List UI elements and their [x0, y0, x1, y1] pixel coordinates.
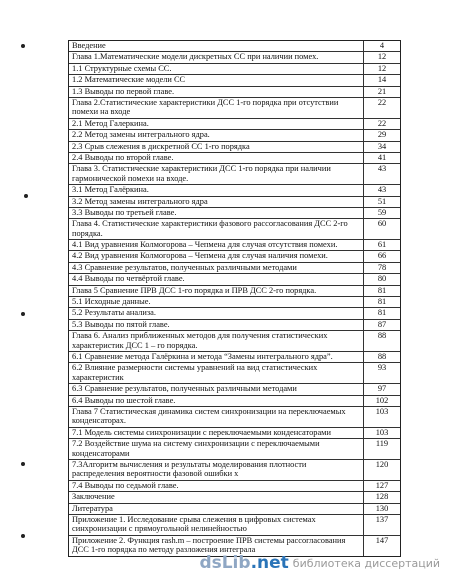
toc-entry-title: 1.1 Структурные схемы СС.: [69, 64, 364, 74]
toc-entry-page: 127: [375, 480, 389, 490]
toc-row: [69, 384, 400, 395]
toc-entry-page: 66: [377, 251, 387, 261]
toc-entry-page: 97: [377, 384, 387, 394]
toc-entry-page: 22: [377, 97, 387, 107]
toc-row: [69, 492, 400, 503]
toc-row: [69, 87, 400, 98]
toc-entry-title: 7.1 Модель системы синхронизации с переключаемыми конденсаторами: [69, 428, 364, 438]
toc-row: [69, 363, 400, 384]
table-of-contents: [68, 40, 401, 557]
toc-entry-title: Глава 1.Математические модели дискретных СС при наличии помех.: [69, 52, 364, 62]
toc-row: [69, 75, 400, 86]
toc-entry-title: Глава 7 Статистическая динамика систем синхронизации на переключаемых конденсаторах.: [69, 407, 364, 427]
toc-entry-title: 4.2 Вид уравнения Колмогорова – Чепмена для случая наличия помехи.: [69, 251, 364, 261]
toc-entry-page: 80: [377, 274, 387, 284]
toc-entry-page: 12: [377, 52, 387, 62]
toc-entry-page: 43: [377, 164, 387, 174]
toc-row: [69, 439, 400, 460]
toc-row: [69, 41, 400, 52]
toc-entry-page: 43: [377, 185, 387, 195]
toc-row: [69, 197, 400, 208]
toc-entry-title: 6.3 Сравнение результатов, полученных различными методами: [69, 384, 364, 394]
toc-entry-page: 119: [375, 439, 389, 449]
toc-entry-page: 34: [377, 141, 387, 151]
toc-entry-page: 12: [377, 63, 387, 73]
toc-row: [69, 142, 400, 153]
toc-entry-page: 93: [377, 363, 387, 373]
watermark-logo: dsLib.net: [199, 553, 289, 573]
toc-entry-title: Заключение: [69, 492, 364, 502]
toc-row: [69, 396, 400, 407]
margin-dot: [21, 44, 25, 48]
toc-entry-title: 2.1 Метод Галеркина.: [69, 119, 364, 129]
toc-entry-page: 59: [377, 207, 387, 217]
toc-entry-title: 2.4 Выводы по второй главе.: [69, 153, 364, 163]
toc-entry-page: 22: [377, 118, 387, 128]
toc-entry-title: 5.2 Результаты анализа.: [69, 308, 364, 318]
toc-entry-title: Глава 4. Статистические характеристики фазового рассогласования ДСС 2-го порядка.: [69, 219, 364, 239]
toc-entry-title: 1.3 Выводы по первой главе.: [69, 87, 364, 97]
toc-entry-page: 81: [377, 285, 387, 295]
toc-row: [69, 407, 400, 428]
toc-entry-title: Глава 5 Сравнение ПРВ ДСС 1-го порядка и ПРВ ДСС 2-го порядка.: [69, 286, 364, 296]
toc-entry-page: 21: [377, 86, 387, 96]
toc-row: [69, 504, 400, 515]
toc-entry-title: Глава 6. Анализ приближенных методов для получения статистических характеристик ДСС 1 – го порядка.: [69, 331, 364, 351]
toc-entry-page: 51: [377, 196, 387, 206]
toc-row: [69, 331, 400, 352]
toc-entry-page: 81: [377, 297, 387, 307]
toc-row: [69, 98, 400, 119]
toc-entry-page: 78: [377, 262, 387, 272]
margin-dot: [21, 462, 25, 466]
toc-entry-page: 102: [375, 395, 389, 405]
toc-entry-title: 3.2 Метод замены интегрального ядра: [69, 197, 364, 207]
toc-entry-page: 103: [375, 406, 389, 416]
toc-entry-title: 7.4 Выводы по седьмой главе.: [69, 481, 364, 491]
watermark-subtitle: библиотека диссертаций: [292, 556, 440, 570]
toc-entry-title: 7.2 Воздействие шума на систему синхронизации с переключаемыми конденсаторами: [69, 439, 364, 459]
toc-row: [69, 428, 400, 439]
toc-row: [69, 515, 400, 536]
toc-entry-page: 137: [375, 514, 389, 524]
toc-row: [69, 185, 400, 196]
toc-entry-page: 120: [375, 459, 389, 469]
toc-row: [69, 64, 400, 75]
toc-entry-page: 103: [375, 427, 389, 437]
toc-entry-page: 88: [377, 352, 387, 361]
toc-row: [69, 219, 400, 240]
toc-entry-title: 6.4 Выводы по шестой главе.: [69, 396, 364, 406]
toc-entry-title: Глава 3. Статистические характеристики ДСС 1-го порядка при наличии гармонической помехи на входе.: [69, 164, 364, 184]
toc-row: [69, 297, 400, 308]
toc-entry-page: 130: [375, 503, 389, 513]
toc-entry-title: 5.1 Исходные данные.: [69, 297, 364, 307]
toc-row: [69, 320, 400, 331]
toc-entry-title: 7.3Алгоритм вычисления и результаты моделирования плотности распределения вероятности фазовой ошибки x: [69, 460, 364, 480]
toc-entry-page: 81: [377, 308, 387, 318]
margin-dot: [21, 312, 25, 316]
toc-entry-page: 29: [377, 130, 387, 140]
toc-row: [69, 153, 400, 164]
toc-row: [69, 274, 400, 285]
toc-entry-title: 3.3 Выводы по третьей главе.: [69, 208, 364, 218]
toc-row: [69, 352, 400, 363]
toc-entry-page: 88: [377, 331, 387, 341]
toc-entry-title: 4.1 Вид уравнения Колмогорова – Чепмена для случая отсутствия помехи.: [69, 240, 364, 250]
toc-entry-title: Приложение 2. Функция rash.m – построение ПРВ системы рассогласования ДСС 1-го порядка по методу разложения интеграла: [69, 536, 364, 556]
margin-dot: [24, 194, 28, 198]
toc-entry-title: 2.3 Срыв слежения в дискретной СС 1-го порядка: [69, 142, 364, 152]
toc-entry-page: 61: [377, 240, 387, 250]
margin-dot: [21, 534, 25, 538]
toc-entry-title: 6.2 Влияние размерности системы уравнений на вид статистических характеристик: [69, 363, 364, 383]
toc-row: [69, 52, 400, 63]
toc-row: [69, 263, 400, 274]
toc-entry-page: 147: [375, 535, 389, 545]
toc-entry-title: Введение: [69, 41, 364, 51]
toc-entry-title: 5.3 Выводы по пятой главе.: [69, 320, 364, 330]
toc-row: [69, 240, 400, 251]
toc-entry-page: 128: [375, 492, 389, 502]
toc-entry-page: 4: [379, 41, 385, 50]
toc-row: [69, 460, 400, 481]
toc-entry-title: Глава 2.Статистические характеристики ДСС 1-го порядка при отсутствии помехи на входе: [69, 98, 364, 118]
toc-row: [69, 286, 400, 297]
toc-entry-page: 41: [377, 152, 387, 162]
toc-entry-page: 87: [377, 319, 387, 329]
toc-entry-title: Литература: [69, 504, 364, 514]
toc-row: [69, 251, 400, 262]
watermark: [199, 553, 440, 573]
toc-row: [69, 481, 400, 492]
toc-entry-title: 2.2 Метод замены интегрального ядра.: [69, 130, 364, 140]
toc-entry-page: 14: [377, 75, 387, 85]
toc-row: [69, 208, 400, 219]
toc-entry-title: 6.1 Сравнение метода Галёркина и метода “Замены интегрального ядра”.: [69, 352, 364, 362]
toc-entry-title: 1.2 Математические модели СС: [69, 75, 364, 85]
toc-row: [69, 119, 400, 130]
toc-entry-page: 60: [377, 219, 387, 229]
toc-entry-title: 3.1 Метод Галёркина.: [69, 185, 364, 195]
toc-entry-title: 4.3 Сравнение результатов, полученных различными методами: [69, 263, 364, 273]
toc-entry-title: Приложение 1. Исследование срыва слежения в цифровых системах синхронизации с прямоугольной нелинейностью: [69, 515, 364, 535]
toc-row: [69, 308, 400, 319]
toc-entry-title: 4.4 Выводы по четвёртой главе.: [69, 274, 364, 284]
toc-row: [69, 130, 400, 141]
toc-row: [69, 164, 400, 185]
